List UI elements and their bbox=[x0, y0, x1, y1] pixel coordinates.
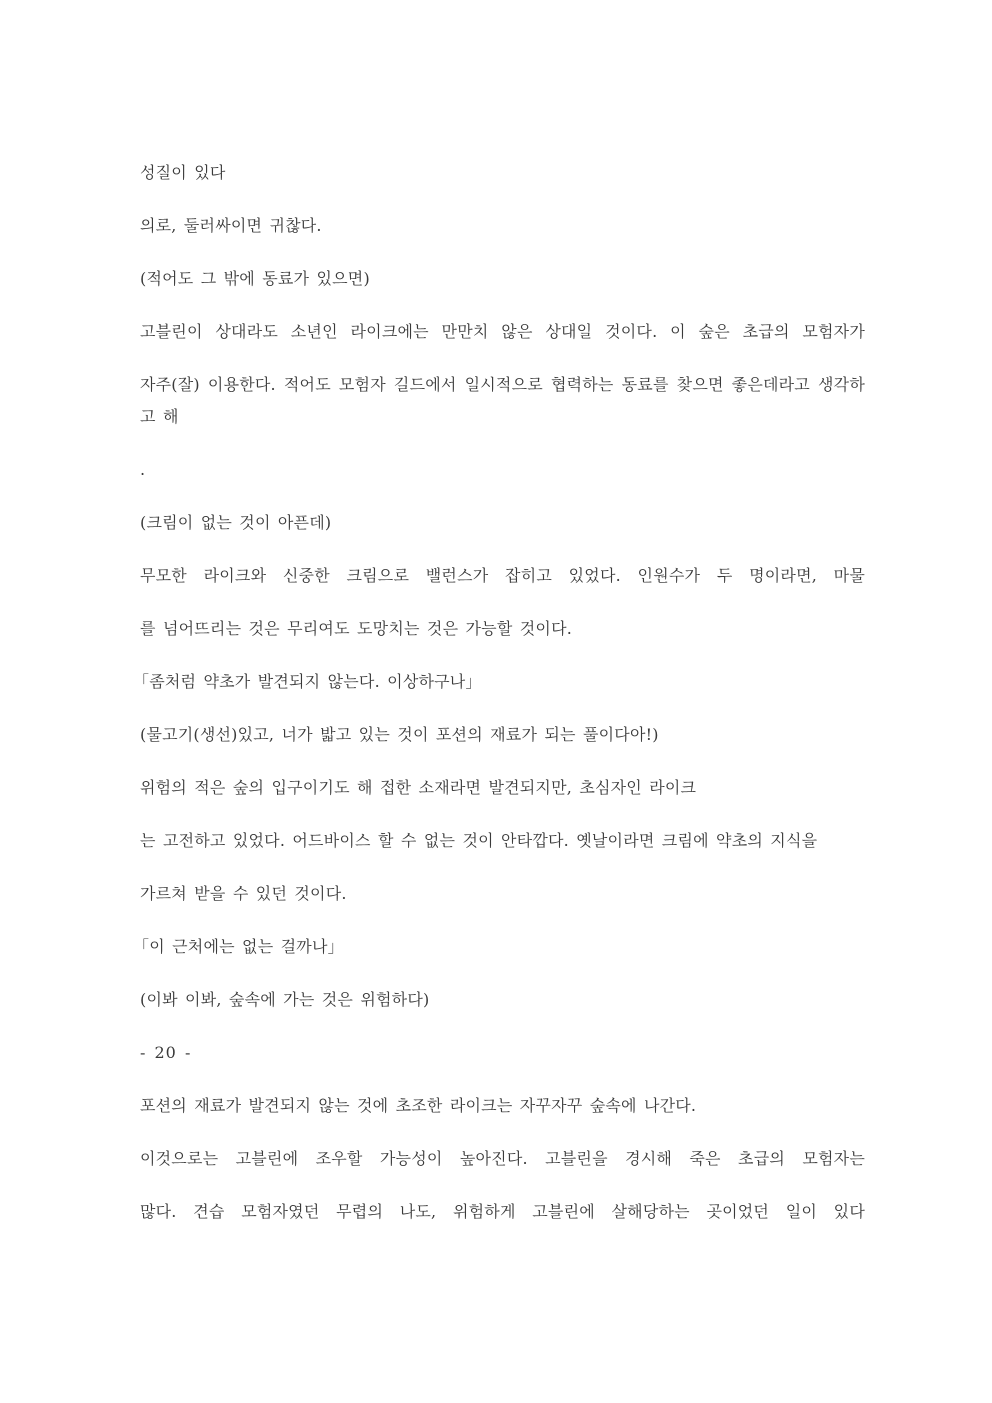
paragraph: (적어도 그 밖에 동료가 있으면) bbox=[140, 269, 370, 288]
paragraph: 「이 근처에는 없는 걸까나」 bbox=[133, 937, 344, 956]
paragraph: 많다. 견습 모험자였던 무렵의 나도, 위험하게 고블린에 살해당하는 곳이었던 일이 있다 bbox=[140, 1202, 865, 1221]
paragraph: 는 고전하고 있었다. 어드바이스 할 수 없는 것이 안타깝다. 옛날이라면 크림에 약초의 지식을 bbox=[140, 831, 818, 850]
paragraph: 고블린이 상대라도 소년인 라이크에는 만만치 않은 상대일 것이다. 이 숲은 초급의 모험자가 bbox=[140, 322, 865, 341]
paragraph: 가르쳐 받을 수 있던 것이다. bbox=[140, 884, 347, 903]
paragraph: 무모한 라이크와 신중한 크림으로 밸런스가 잡히고 있었다. 인원수가 두 명이라면, 마물 bbox=[140, 566, 865, 585]
paragraph: 를 넘어뜨리는 것은 무리여도 도망치는 것은 가능할 것이다. bbox=[140, 619, 573, 638]
paragraph: 성질이 있다 bbox=[140, 163, 226, 182]
paragraph: 의로, 둘러싸이면 귀찮다. bbox=[140, 216, 322, 235]
paragraph: (물고기(생선)있고, 너가 밟고 있는 것이 포션의 재료가 되는 풀이다아!) bbox=[140, 725, 659, 744]
paragraph: 자주(잘) 이용한다. 적어도 모험자 길드에서 일시적으로 협력하는 동료를 찾으면 좋은데라고 생각하고 해 bbox=[140, 375, 865, 426]
page-number: - 20 - bbox=[140, 1043, 192, 1062]
paragraph: (이봐 이봐, 숲속에 가는 것은 위험하다) bbox=[140, 990, 430, 1009]
paragraph: . bbox=[140, 460, 146, 479]
paragraph: (크림이 없는 것이 아픈데) bbox=[140, 513, 332, 532]
paragraph: 이것으로는 고블린에 조우할 가능성이 높아진다. 고블린을 경시해 죽은 초급의 모험자는 bbox=[140, 1149, 865, 1168]
paragraph: 포션의 재료가 발견되지 않는 것에 초조한 라이크는 자꾸자꾸 숲속에 나간다. bbox=[140, 1096, 697, 1115]
paragraph: 「좀처럼 약초가 발견되지 않는다. 이상하구나」 bbox=[133, 672, 482, 691]
paragraph: 위험의 적은 숲의 입구이기도 해 접한 소재라면 발견되지만, 초심자인 라이크 bbox=[140, 778, 697, 797]
